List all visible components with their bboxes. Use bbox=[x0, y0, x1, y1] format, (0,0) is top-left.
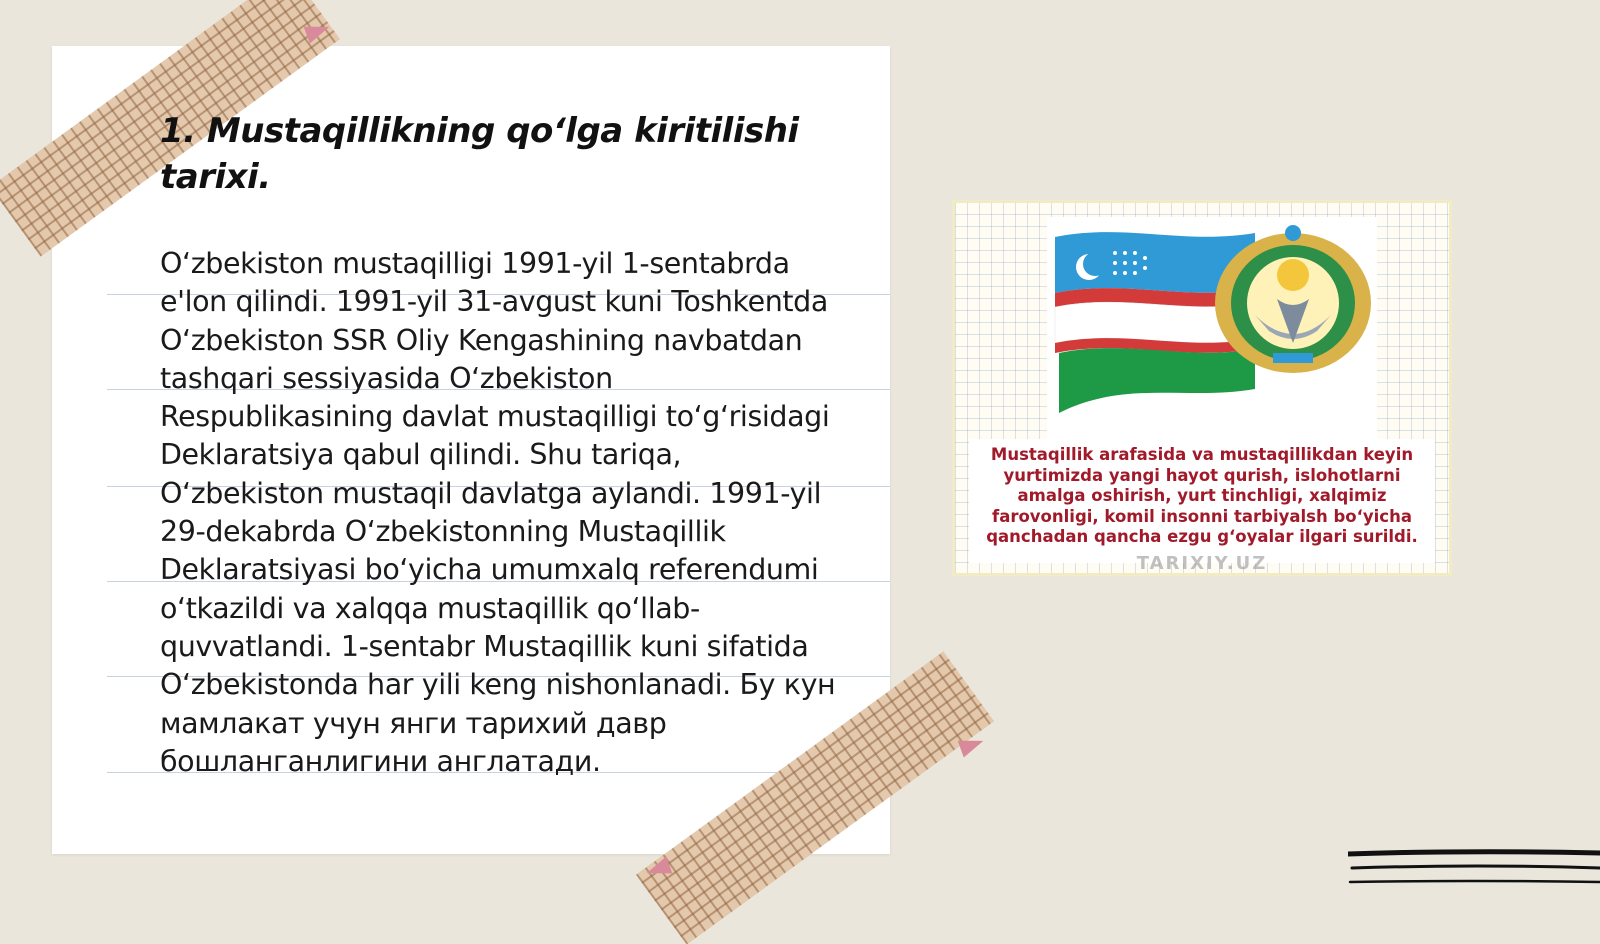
watermark-text: TARIXIY.UZ bbox=[1136, 553, 1268, 574]
picture-caption: Mustaqillik arafasida va mustaqillikdan keyin yurtimizda yangi hayot qurish, islohotlarni amalga oshirish, yurt tinchligi, xalqimiz farovonligi, komil insonni tarbiyalsh bo‘yicha qanchadan qancha ezgu g‘oyalar ilgari surildi. bbox=[969, 439, 1435, 563]
flag-and-emblem-illustration bbox=[955, 203, 1449, 439]
decorative-lines bbox=[1348, 846, 1600, 900]
slide-title: 1. Mustaqillikning qo‘lga kiritilishi tarixi. bbox=[160, 111, 799, 197]
slide-body-text: O‘zbekiston mustaqilligi 1991-yil 1-sentabrda e'lon qilindi. 1991-yil 31-avgust kuni Toshkentda O‘zbekiston SSR Oliy Kengashining navbatdan tashqari sessiyasida O‘zbekiston Respublikasining davlat mustaqilligi to‘g‘risidagi Deklaratsiya qabul qilindi. Shu tariqa, O‘zbekiston mustaqil davlatga aylandi. 1991-yil 29-dekabrda O‘zbekistonning Mustaqillik Deklaratsiyasi bo‘yicha umumxalq referendumi o‘tkazildi va xalqqa mustaqillik qo‘llab-quvvatlandi. 1-sentabr Mustaqillik kuni sifatida O‘zbekistonda har yili keng nishonlanadi. Бу кун мамлакат учун янги тарихий давр бошланганлигини англатади. bbox=[160, 247, 836, 778]
flag-emblem-picture bbox=[952, 200, 1452, 576]
